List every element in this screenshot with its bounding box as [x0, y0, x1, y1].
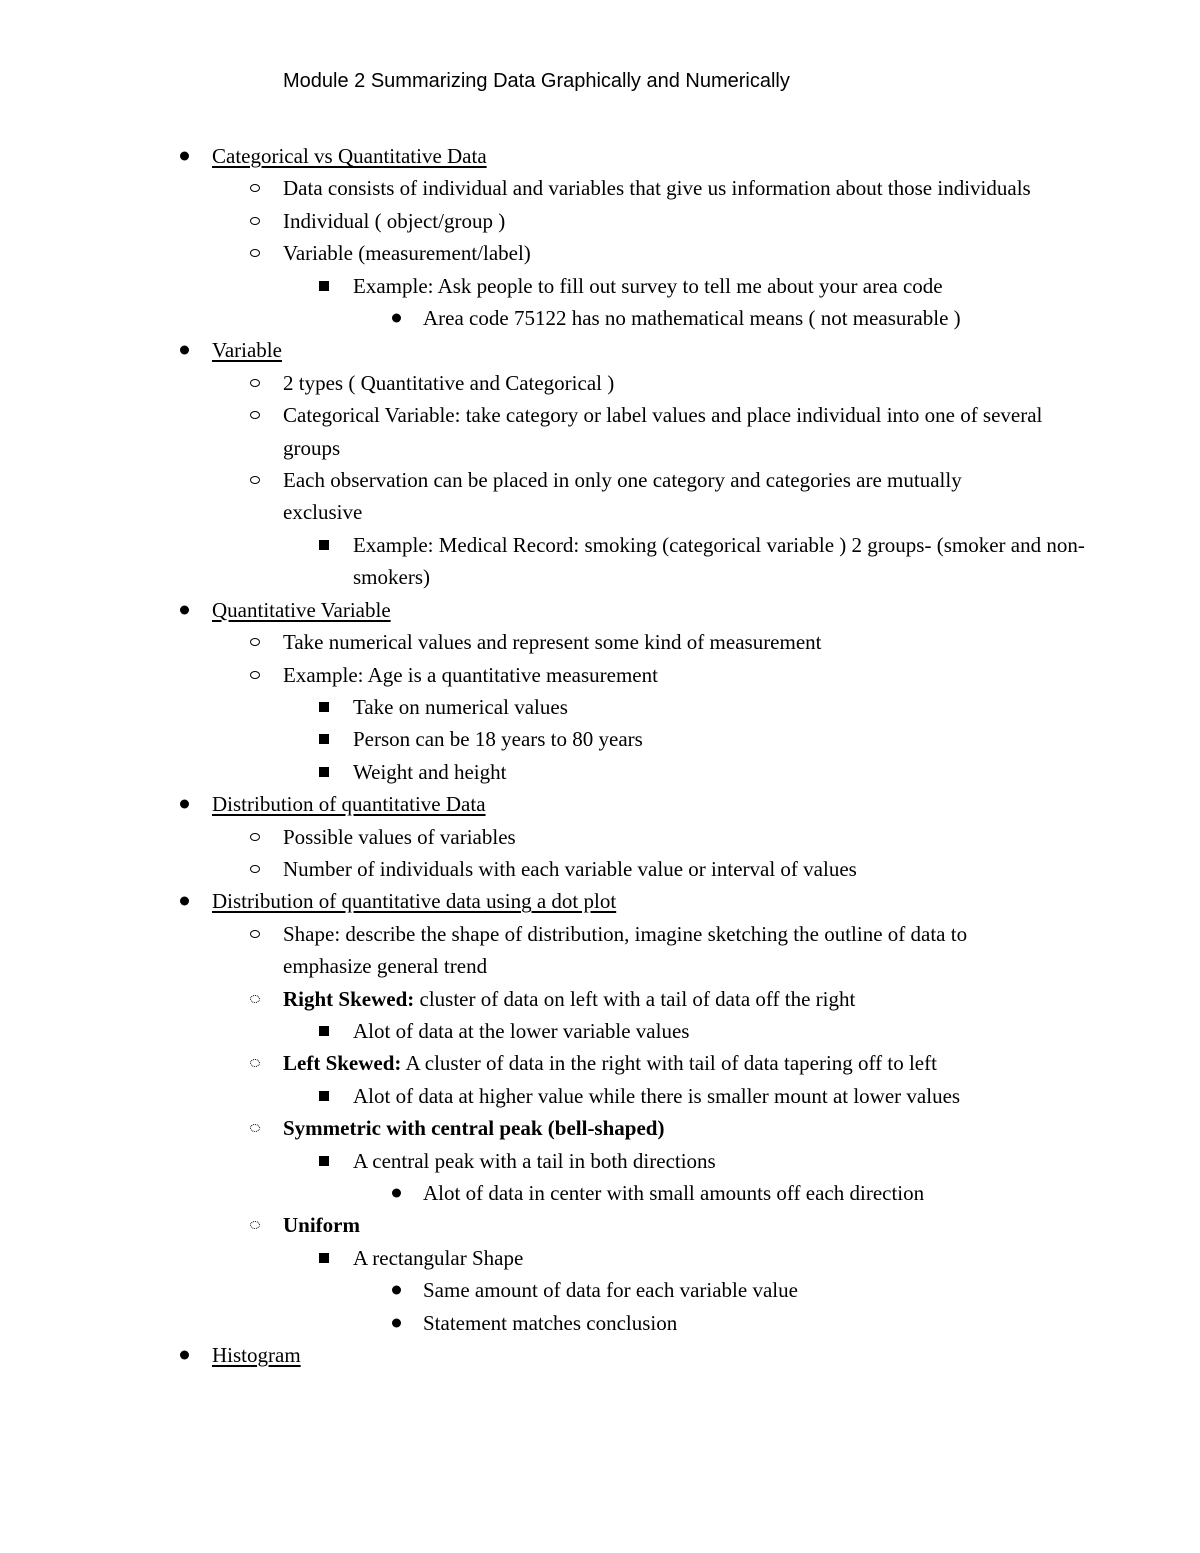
outline-list-item: [0, 367, 1200, 399]
outline-item-text: [353, 270, 1113, 302]
outline-item-label: Example: Age is a quantitative measurement: [283, 662, 658, 687]
bullet-square-icon: [319, 734, 329, 744]
outline-item-label: Each observation can be placed in only one category and categories are mutually exclusive: [283, 468, 962, 525]
outline-item-bold-term: Uniform: [283, 1213, 360, 1238]
outline-list-item: [0, 1080, 1200, 1112]
outline-item-text: [283, 172, 1043, 204]
outline-list-item: [0, 270, 1200, 302]
outline-item-text: [353, 1080, 1113, 1112]
outline-item-text: [353, 1015, 1113, 1047]
bullet-circle-icon: [250, 1124, 260, 1132]
outline-item-text: [283, 626, 1043, 658]
outline-list-item: [0, 1145, 1200, 1177]
bullet-square-icon: [319, 1156, 329, 1166]
bullet-dot-icon: [392, 314, 401, 323]
outline-list-item: [0, 626, 1200, 658]
outline-item-label: Take numerical values and represent some kind of measurement: [283, 630, 822, 655]
bullet-circle-icon: [250, 995, 260, 1003]
outline-item-text: [212, 885, 972, 917]
outline-item-text: [423, 1307, 1183, 1339]
outline-item-label: Possible values of variables: [283, 824, 516, 849]
bullet-circle-icon: [250, 833, 260, 841]
outline-list-item: [0, 691, 1200, 723]
outline-item-text: [353, 529, 1113, 594]
section-heading-text: Histogram: [212, 1343, 301, 1368]
bullet-circle-icon: [250, 379, 260, 387]
outline-item-text: [423, 302, 1183, 334]
outline-item-text: [283, 918, 1043, 983]
outline-item-text: [283, 1209, 1043, 1241]
outline-item-label: Area code 75122 has no mathematical means ( not measurable ): [423, 306, 961, 331]
bullet-square-icon: [319, 1253, 329, 1263]
outline-item-label: A rectangular Shape: [353, 1245, 524, 1270]
outline-item-label: 2 types ( Quantitative and Categorical ): [283, 370, 615, 395]
outline-list-item: [0, 983, 1200, 1015]
outline-list-item: [0, 302, 1200, 334]
outline-item-label: Statement matches conclusion: [423, 1310, 678, 1335]
outline-item-text: [283, 853, 1043, 885]
bullet-circle-icon: [250, 249, 260, 257]
outline-item-label: Alot of data in center with small amounts off each direction: [423, 1181, 925, 1205]
bullet-square-icon: [319, 767, 329, 777]
bullet-dot-icon: [392, 1189, 401, 1198]
outline-list-item: [0, 1177, 1200, 1209]
outline-heading-item: [0, 788, 1200, 820]
outline-item-text: [212, 334, 972, 366]
bullet-circle-icon: [250, 1221, 260, 1229]
section-heading-text: Categorical vs Quantitative Data: [212, 144, 487, 168]
outline-item-text: [283, 205, 1043, 237]
notes-outline: [0, 140, 1200, 1371]
outline-item-text: [423, 1274, 1183, 1306]
section-heading-text: Distribution of quantitative Data: [212, 792, 486, 817]
outline-item-text: [353, 723, 1113, 755]
bullet-square-icon: [319, 1026, 329, 1036]
section-heading-text: Variable: [212, 338, 282, 363]
outline-item-text: [283, 1112, 1043, 1144]
outline-list-item: [0, 529, 1200, 594]
outline-item-label: Same amount of data for each variable value: [423, 1278, 798, 1303]
outline-item-label: Take on numerical values: [353, 694, 568, 719]
outline-list-item: [0, 1209, 1200, 1241]
outline-item-label: Data consists of individual and variables that give us information about those individuals: [283, 176, 1031, 201]
outline-list-item: [0, 1307, 1200, 1339]
bullet-circle-icon: [250, 865, 260, 873]
bullet-circle-icon: [250, 671, 260, 679]
outline-item-text: [353, 756, 1113, 788]
outline-heading-item: [0, 334, 1200, 366]
outline-item-text: [212, 594, 972, 626]
bullet-square-icon: [319, 1091, 329, 1101]
outline-list-item: [0, 918, 1200, 983]
outline-item-description: A cluster of data in the right with tail of data tapering off to left: [401, 1051, 937, 1076]
outline-item-text: [283, 237, 1043, 269]
outline-list-item: [0, 205, 1200, 237]
outline-list-item: [0, 853, 1200, 885]
outline-list-item: [0, 756, 1200, 788]
bullet-circle-icon: [250, 476, 260, 484]
outline-list-item: [0, 464, 1200, 529]
outline-item-label: Example: Ask people to fill out survey to tell me about your area code: [353, 273, 943, 298]
bullet-dot-icon: [180, 152, 189, 161]
outline-item-label: Alot of data at the lower variable values: [353, 1018, 690, 1043]
outline-heading-item: [0, 1339, 1200, 1371]
outline-item-label: Weight and height: [353, 759, 507, 784]
outline-item-text: [212, 140, 972, 172]
outline-item-label: Categorical Variable: take category or label values and place individual into one of several groups: [283, 403, 1043, 460]
outline-item-text: [353, 691, 1113, 723]
outline-item-text: [283, 821, 1043, 853]
outline-list-item: [0, 172, 1200, 204]
bullet-circle-icon: [250, 184, 260, 192]
outline-list-item: [0, 1242, 1200, 1274]
bullet-circle-icon: [250, 411, 260, 419]
outline-item-label: A central peak with a tail in both directions: [353, 1148, 716, 1173]
bullet-dot-icon: [180, 1351, 189, 1360]
outline-item-text: [283, 983, 1043, 1015]
bullet-dot-icon: [180, 605, 189, 614]
bullet-circle-icon: [250, 217, 260, 225]
outline-item-label: Example: Medical Record: smoking (categorical variable ) 2 groups- (smoker and non-smokers): [353, 532, 1085, 590]
outline-item-bold-term: Symmetric with central peak (bell-shaped): [283, 1116, 665, 1141]
outline-list-item: [0, 821, 1200, 853]
outline-item-text: [423, 1177, 1183, 1209]
outline-item-label: Alot of data at higher value while there is smaller mount at lower values: [353, 1083, 961, 1108]
bullet-square-icon: [319, 281, 329, 291]
outline-list-item: [0, 1047, 1200, 1079]
outline-item-text: [283, 464, 1043, 529]
outline-item-text: [353, 1145, 1113, 1177]
outline-heading-item: [0, 140, 1200, 172]
bullet-dot-icon: [180, 346, 189, 355]
outline-list-item: [0, 659, 1200, 691]
outline-item-label: Individual ( object/group ): [283, 208, 506, 233]
bullet-dot-icon: [392, 1318, 401, 1327]
section-heading-text: Distribution of quantitative data using a dot plot: [212, 889, 617, 914]
outline-heading-item: [0, 885, 1200, 917]
outline-list-item: [0, 1015, 1200, 1047]
bullet-circle-icon: [250, 1059, 260, 1067]
bullet-dot-icon: [392, 1286, 401, 1295]
outline-list-item: [0, 399, 1200, 464]
outline-item-label: Shape: describe the shape of distribution, imagine sketching the outline of data to emphasize general trend: [283, 921, 968, 979]
outline-item-bold-term: Right Skewed:: [283, 986, 415, 1011]
outline-item-text: [212, 1339, 972, 1371]
outline-list-item: [0, 723, 1200, 755]
outline-list-item: [0, 237, 1200, 269]
outline-list-item: [0, 1274, 1200, 1306]
outline-item-text: [283, 367, 1043, 399]
bullet-square-icon: [319, 702, 329, 712]
outline-item-label: Number of individuals with each variable value or interval of values: [283, 856, 857, 881]
outline-item-text: [353, 1242, 1113, 1274]
bullet-dot-icon: [180, 800, 189, 809]
outline-item-text: [283, 1047, 1043, 1079]
bullet-square-icon: [319, 540, 329, 550]
outline-item-text: [283, 659, 1043, 691]
bullet-circle-icon: [250, 638, 260, 646]
outline-item-text: [212, 788, 972, 820]
outline-list-item: [0, 1112, 1200, 1144]
page-title: Module 2 Summarizing Data Graphically and Numerically: [283, 70, 790, 92]
bullet-circle-icon: [250, 930, 260, 938]
outline-heading-item: [0, 594, 1200, 626]
outline-item-bold-term: Left Skewed:: [283, 1051, 402, 1076]
outline-item-text: [283, 399, 1043, 464]
bullet-dot-icon: [180, 897, 189, 906]
outline-item-label: Person can be 18 years to 80 years: [353, 727, 643, 752]
section-heading-text: Quantitative Variable: [212, 597, 391, 622]
outline-item-label: Variable (measurement/label): [283, 241, 531, 266]
outline-item-description: cluster of data on left with a tail of data off the right: [414, 986, 856, 1011]
